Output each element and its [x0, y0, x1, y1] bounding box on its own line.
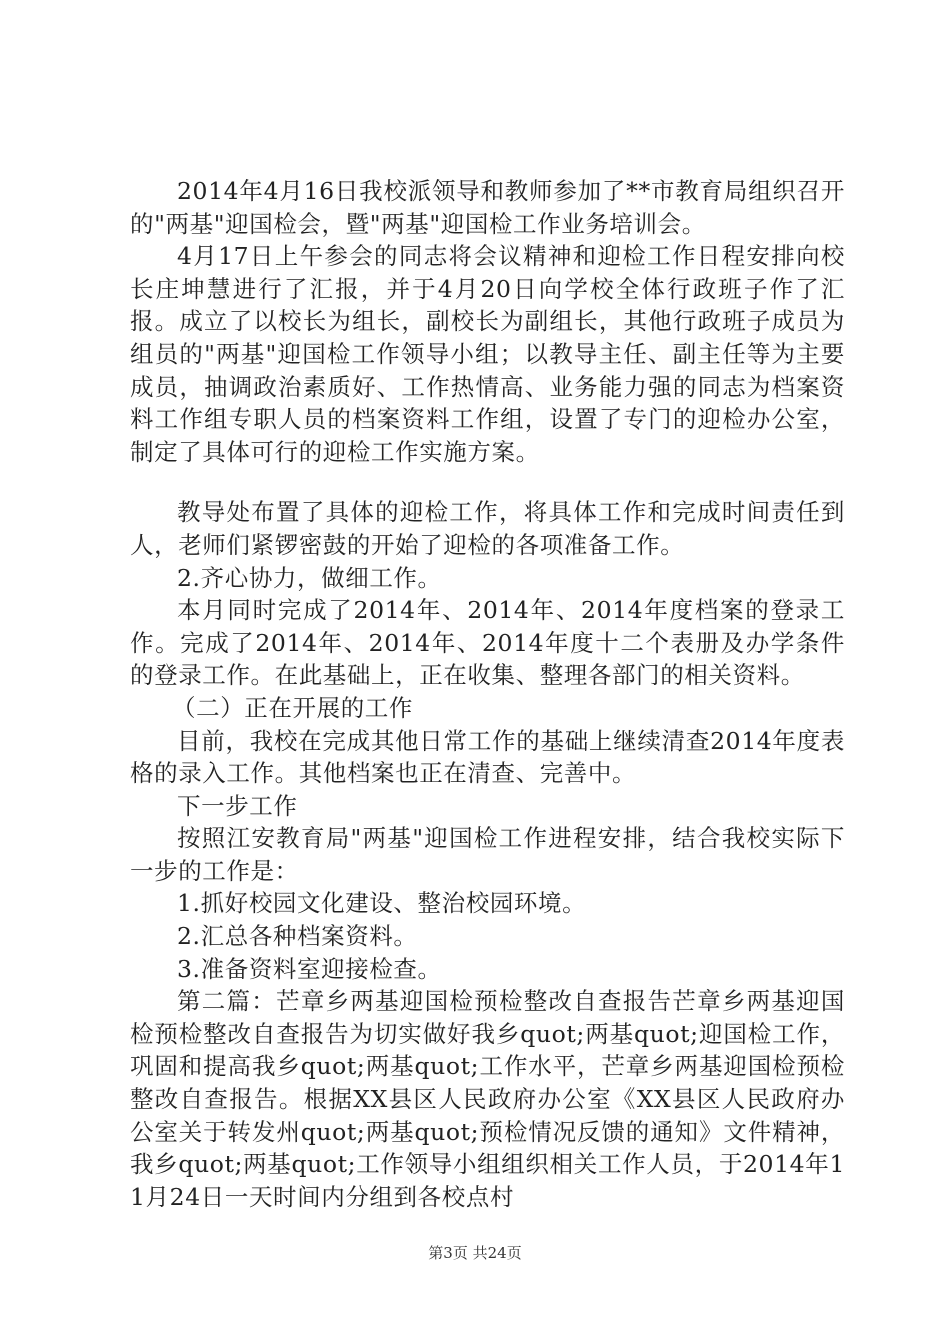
- paragraph-archives: 本月同时完成了2014年、2014年、2014年度档案的登录工作。完成了2014年、2014年、2014年度十二个表册及办学条件的登录工作。在此基础上，正在收集、整理各部门的相关资料。: [130, 596, 845, 690]
- paragraph-gap: [130, 468, 845, 496]
- document-body: [130, 175, 845, 1213]
- page-footer: 第3页 共24页: [428, 1244, 522, 1262]
- paragraph-second-article: 第二篇：芒章乡两基迎国检预检整改自查报告芒章乡两基迎国检预检整改自查报告为切实做好我乡quot;两基quot;迎国检工作，巩固和提高我乡quot;两基quot;工作水平，芒章乡两基迎国检预检整改自查报告。根据XX县区人民政府办公室《XX县区人民政府办公室关于转发州quot;两基quot;预检情况反馈的通知》文件精神，我乡quot;两基quot;工作领导小组组织相关工作人员，于2014年11月24日一天时间内分组到各校点村: [130, 987, 845, 1211]
- list-item-inspection: 3.准备资料室迎接检查。: [177, 954, 442, 983]
- section-heading-next-step: 下一步工作: [177, 791, 298, 820]
- section-heading-ongoing: （二）正在开展的工作: [172, 693, 413, 722]
- paragraph-meeting: 2014年4月16日我校派领导和教师参加了**市教育局组织召开的"两基"迎国检会，暨"两基"迎国检工作业务培训会。: [130, 177, 845, 238]
- paragraph-teaching-office: 教导处布置了具体的迎检工作，将具体工作和完成时间责任到人，老师们紧锣密鼓的开始了迎检的各项准备工作。: [130, 498, 845, 559]
- paragraph-report: 4月17日上午参会的同志将会议精神和迎检工作日程安排向校长庄坤慧进行了汇报，并于4月20日向学校全体行政班子作了汇报。成立了以校长为组长，副校长为副组长，其他行政班子成员为组员的"两基"迎国检工作领导小组；以教导主任、副主任等为主要成员，抽调政治素质好、工作热情高、业务能力强的同志为档案资料工作组专职人员的档案资料工作组，设置了专门的迎检办公室，制定了具体可行的迎检工作实施方案。: [130, 242, 845, 466]
- list-item-archives: 2.汇总各种档案资料。: [177, 922, 418, 951]
- paragraph-current: 目前，我校在完成其他日常工作的基础上继续清查2014年度表格的录入工作。其他档案也正在清查、完善中。: [130, 726, 845, 788]
- paragraph-plan: 按照江安教育局"两基"迎国检工作进程安排，结合我校实际下一步的工作是：: [130, 824, 845, 885]
- list-item-campus: 1.抓好校园文化建设、整治校园环境。: [177, 889, 587, 918]
- section-heading-cooperation: 2.齐心协力，做细工作。: [177, 563, 442, 592]
